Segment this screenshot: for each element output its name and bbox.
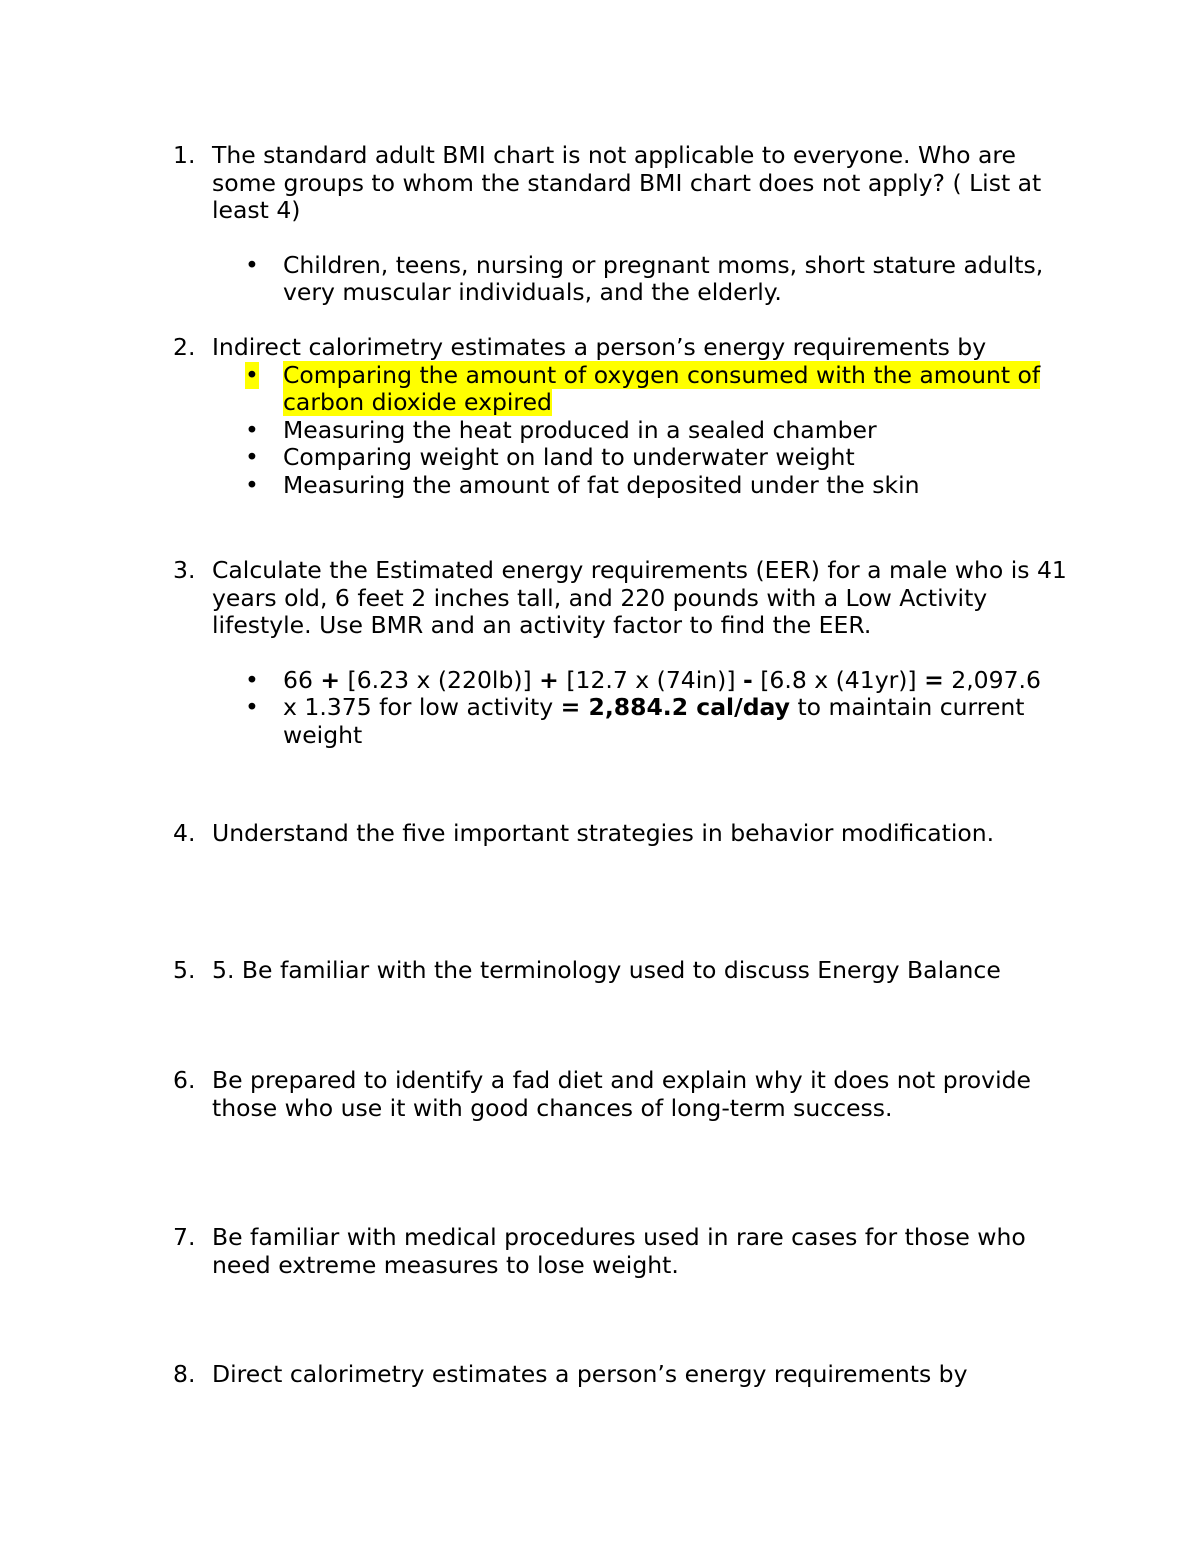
question-text: Indirect calorimetry estimates a person’s energy requirements by: [212, 333, 987, 361]
question-number: 6.: [173, 1066, 196, 1094]
bullet-icon: •: [245, 470, 259, 499]
question-2: [173, 334, 1073, 499]
question-text: Be prepared to identify a fad diet and explain why it does not provide those who use it with good chances of long-term success.: [212, 1066, 1031, 1122]
question-text: Understand the five important strategies in behavior modification.: [212, 819, 995, 847]
list-item: [243, 472, 1073, 500]
question-number: 1.: [173, 141, 196, 169]
bullet-icon: •: [245, 415, 259, 444]
question-text: 5. Be familiar with the terminology used to discuss Energy Balance: [212, 956, 1001, 984]
list-item: [243, 417, 1073, 445]
question-1: [173, 142, 1073, 307]
question-5: [173, 957, 1073, 985]
question-number: 3.: [173, 556, 196, 584]
question-text: Be familiar with medical procedures used in rare cases for those who need extreme measures to lose weight.: [212, 1223, 1026, 1279]
question-8: [173, 1361, 1073, 1389]
question-number: 5.: [173, 956, 196, 984]
list-item: [243, 444, 1073, 472]
answer-text: Comparing weight on land to underwater weight: [283, 443, 855, 471]
bullet-icon: •: [245, 250, 259, 279]
answer-options: [243, 362, 1073, 500]
question-4: [173, 820, 1073, 848]
list-item-highlighted: [243, 362, 1073, 417]
bullet-icon: •: [245, 693, 259, 721]
question-3: [173, 557, 1073, 749]
question-number: 2.: [173, 333, 196, 361]
calculation-list: [243, 667, 1073, 750]
question-text: Calculate the Estimated energy requirements (EER) for a male who is 41 years old, 6 feet 2 inches tall, and 220 pounds with a Low Activity lifestyle. Use BMR and an activity factor to find the EER.: [212, 556, 1067, 639]
eer-result: x 1.375 for low activity = 2,884.2 cal/day to maintain current weight: [283, 693, 1025, 749]
answer-list: [243, 252, 1073, 307]
answer-text: Measuring the heat produced in a sealed chamber: [283, 415, 877, 444]
bmr-formula: 66 + [6.23 x (220lb)] + [12.7 x (74in)] - [6.8 x (41yr)] = 2,097.6: [283, 665, 1041, 694]
answer-text: Children, teens, nursing or pregnant moms, short stature adults, very muscular individuals, and the elderly.: [283, 250, 1044, 306]
list-item: [243, 667, 1073, 695]
question-number: 4.: [173, 819, 196, 847]
question-number: 8.: [173, 1360, 196, 1388]
question-number: 7.: [173, 1223, 196, 1251]
bullet-icon: •: [245, 665, 259, 694]
bullet-icon: •: [245, 360, 259, 389]
list-item: [243, 694, 1073, 749]
question-6: [173, 1067, 1073, 1122]
question-text: Direct calorimetry estimates a person’s energy requirements by: [212, 1360, 968, 1388]
list-item: [243, 252, 1073, 307]
answer-text: Measuring the amount of fat deposited under the skin: [283, 470, 920, 499]
answer-text: Comparing the amount of oxygen consumed with the amount of carbon dioxide expired: [283, 360, 1041, 416]
bullet-icon: •: [245, 443, 259, 471]
question-text: The standard adult BMI chart is not applicable to everyone. Who are some groups to whom the standard BMI chart does not apply? ( List at least 4): [212, 141, 1042, 224]
question-7: [173, 1224, 1073, 1279]
